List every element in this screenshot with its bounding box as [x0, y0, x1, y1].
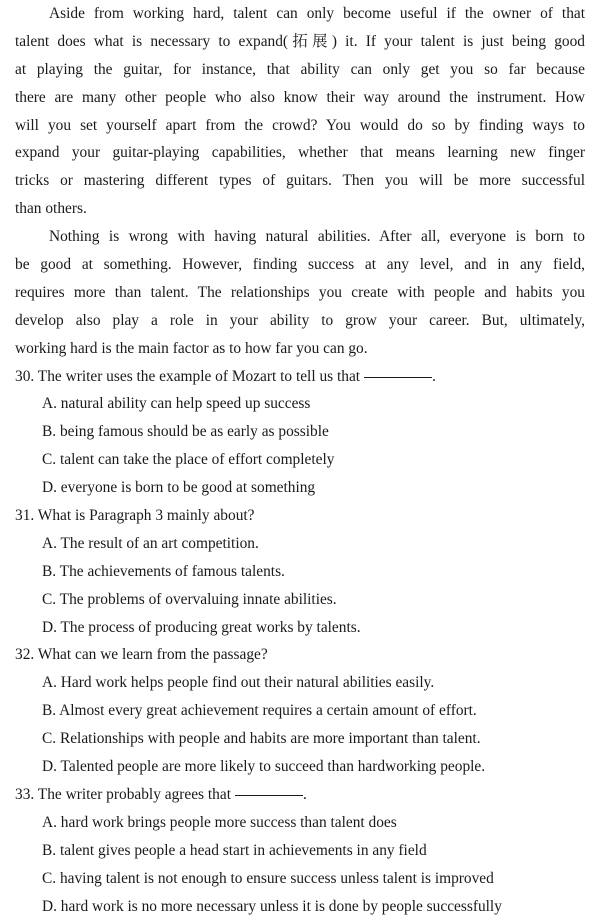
- option-b: B. The achievements of famous talents.: [42, 562, 285, 580]
- paragraph-line: be good at something. However, finding success at any level, and in any field,: [15, 256, 585, 274]
- paragraph-line: expand your guitar-playing capabilities, whether that means learning new finger: [15, 144, 585, 162]
- paragraph-line: Aside from working hard, talent can only become useful if the owner of that: [49, 5, 585, 22]
- option-a: A. hard work brings people more success than talent does: [42, 813, 397, 831]
- option-c: C. talent can take the place of effort completely: [42, 451, 335, 469]
- option-c: C. having talent is not enough to ensure success unless talent is improved: [42, 869, 494, 887]
- option-b: B. being famous should be as early as possible: [42, 423, 329, 441]
- question-stem-text: 30. The writer uses the example of Mozart to tell us that: [15, 367, 361, 385]
- question-stem: [15, 502, 585, 530]
- option-d: D. everyone is born to be good at something: [42, 479, 316, 497]
- option-b: B. talent gives people a head start in achievements in any field: [42, 841, 427, 859]
- passage-paragraph-2: [15, 223, 585, 362]
- question-33: [15, 781, 585, 920]
- answer-blank: [235, 794, 303, 796]
- option-a: A. Hard work helps people find out their natural abilities easily.: [42, 674, 435, 692]
- option-d: D. The process of producing great works by talents.: [42, 618, 361, 636]
- paragraph-line: will you set yourself apart from the crowd? You would do so by finding ways to: [15, 116, 585, 134]
- question-stem: [15, 363, 585, 391]
- paragraph-line: requires more than talent. The relationships you create with people and habits you: [15, 283, 585, 301]
- question-32: [15, 641, 585, 780]
- question-stem: [15, 641, 585, 669]
- option-a: A. The result of an art competition.: [42, 534, 259, 552]
- question-stem: [15, 781, 585, 809]
- passage-paragraph-1: [15, 0, 585, 223]
- paragraph-line: than others.: [15, 200, 87, 218]
- stem-end-punct: .: [432, 367, 436, 385]
- paragraph-line: working hard is the main factor as to how far you can go.: [15, 339, 368, 357]
- paragraph-line: tricks or mastering different types of guitars. Then you will be more successful: [15, 172, 585, 190]
- paragraph-line: there are many other people who also know their way around the instrument. How: [15, 88, 585, 106]
- question-31: [15, 502, 585, 641]
- option-d: D. hard work is no more necessary unless it is done by people successfully: [42, 897, 502, 915]
- question-stem-text: 31. What is Paragraph 3 mainly about?: [15, 507, 255, 525]
- question-stem-text: 32. What can we learn from the passage?: [15, 646, 268, 664]
- answer-blank: [364, 376, 432, 378]
- option-c: C. The problems of overvaluing innate abilities.: [42, 590, 337, 608]
- question-stem-text: 33. The writer probably agrees that: [15, 785, 231, 803]
- option-c: C. Relationships with people and habits are more important than talent.: [42, 730, 481, 748]
- question-30: [15, 363, 585, 502]
- paragraph-line: develop also play a role in your ability to grow your career. But, ultimately,: [15, 311, 585, 329]
- paragraph-line: at playing the guitar, for instance, that ability can only get you so far because: [15, 60, 585, 78]
- document-page: [15, 0, 585, 920]
- option-a: A. natural ability can help speed up success: [42, 395, 311, 413]
- paragraph-line: Nothing is wrong with having natural abilities. After all, everyone is born to: [49, 228, 585, 246]
- paragraph-line: talent does what is necessary to expand(拓展) it. If your talent is just being good: [15, 32, 585, 50]
- option-d: D. Talented people are more likely to succeed than hardworking people.: [42, 758, 486, 776]
- option-b: B. Almost every great achievement requires a certain amount of effort.: [42, 702, 477, 720]
- stem-end-punct: .: [302, 785, 307, 803]
